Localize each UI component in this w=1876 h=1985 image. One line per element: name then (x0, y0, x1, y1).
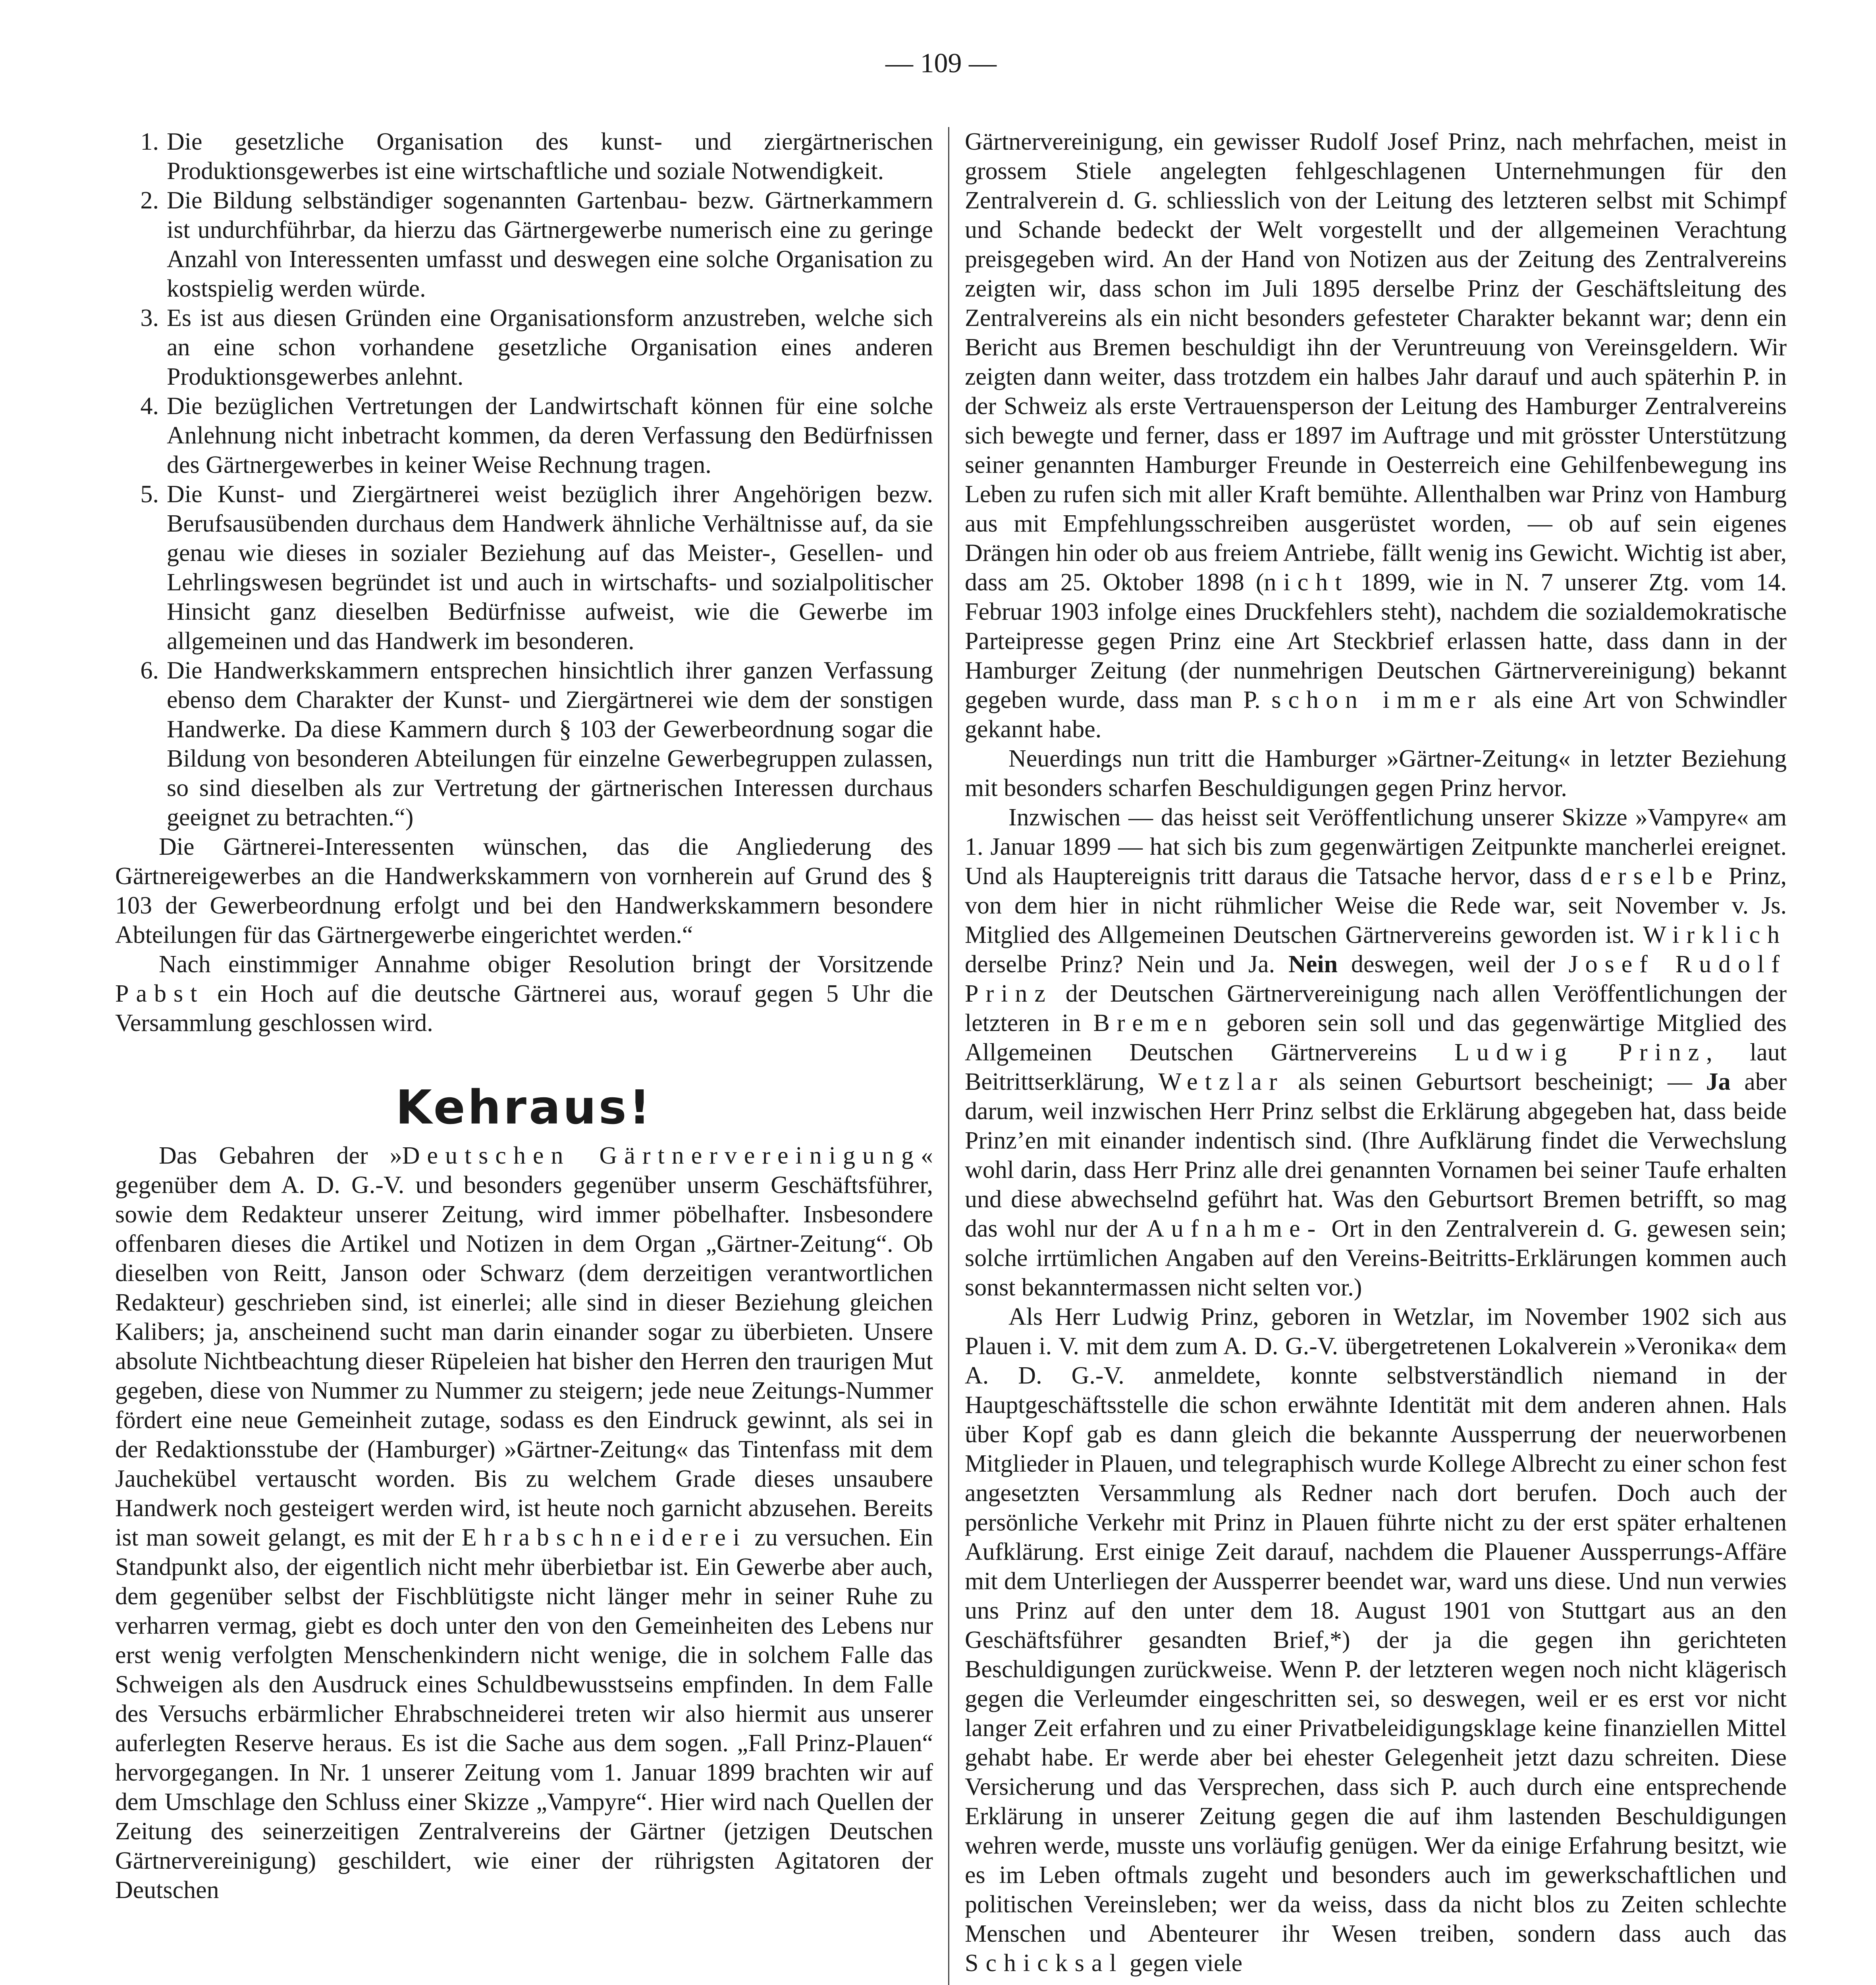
article-paragraph-continued: Gärtnervereinigung, ein gewisser Rudolf Josef Prinz, nach mehrfachen, meist in grossem Stiele angelegten fehlgeschlagenen Unternehmungen für den Zentralverein d. G. schliesslich von der Leitung des letzteren selbst mit Schimpf und Schande bedeckt der Welt vorgestellt und der allgemeinen Verachtung preisgegeben wird. An der Hand von Notizen aus der Zeitung des Zentralvereins zeigten wir, dass schon im Juli 1895 derselbe Prinz der Geschäftsleitung des Zentralvereins als ein nicht besonders gefesteter Charakter bekannt war; denn ein Bericht aus Bremen beschuldigt ihn der Veruntreuung von Vereinsgeldern. Wir zeigten dann weiter, dass trotzdem ein halbes Jahr darauf und auch späterhin P. in der Schweiz als erste Vertrauensperson der Leitung des Hamburger Zentralvereins sich bewegte und ferner, dass er 1897 im Auftrage und mit grösster Unterstützung seiner genannten Hamburger Freunde in Oesterreich eine Gehilfenbewegung ins Leben zu rufen sich mit aller Kraft bemühte. Allenthalben war Prinz von Hamburg aus mit Empfehlungsschreiben ausgerüstet worden, — ob auf sein eigenes Drängen hin oder ob aus freiem Antriebe, fällt wenig ins Gewicht. Wichtig ist aber, dass am 25. Oktober 1898 (nicht 1899, wie in N. 7 unserer Ztg. vom 14. Februar 1903 infolge eines Druckfehlers steht), nachdem die sozialdemokratische Parteipresse gegen Prinz eine Art Steckbrief erlassen hatte, dass dann in der Hamburger Zeitung (der nunmehrigen Deutschen Gärtnervereinigung) bekannt gegeben wurde, dass man P. schon immer als eine Art von Schwindler gekannt habe. (965, 128, 1787, 743)
spaced-word: Ehrabschneiderei (461, 1524, 747, 1551)
article-heading: Kehraus! (395, 1080, 653, 1135)
item-number: 5. (140, 481, 159, 508)
spaced-place: Wetzlar (1158, 1068, 1284, 1095)
item-number: 6. (140, 657, 159, 684)
item-text: Die Bildung selbständiger sogenannten Gartenbau- bezw. Gärtnerkammern ist undurchführbar, da hierzu das Gärtnergewerbe numerisch eine zu geringe Anzahl von Interessenten umfasst und deswegen eine solche Organisation zu kostspielig werden würde. (167, 187, 933, 302)
resolution-list (115, 127, 933, 832)
spaced-word: derselbe (1580, 863, 1720, 890)
item-number: 1. (140, 128, 159, 155)
article-paragraph: Als Herr Ludwig Prinz, geboren in Wetzlar, im November 1902 sich aus Plauen i. V. mit dem zum A. D. G.-V. übergetretenen Lokalverein »Veronika« dem A. D. G.-V. anmeldete, konnte selbstverständlich niemand in der Hauptgeschäftsstelle die schon erwähnte Identität mit dem anderen ahnen. Hals über Kopf gab es dann gleich die bekannte Aussperrung der neuerworbenen Mitglieder in Plauen, und telegraphisch wurde Kollege Albrecht zu einer schon fest angesetzten Versammlung als Redner nach dort berufen. Doch auch der persönliche Verkehr mit Prinz in Plauen führte nicht zu der erst später erhaltenen Aufklärung. Erst einige Zeit darauf, nachdem die Plauener Aussperrungs-Affäre mit dem Unterliegen der Aussperrer beendet war, ward uns diese. Und nun verwies uns Prinz auf den unter dem 18. August 1901 von Stuttgart aus an den Geschäftsführer gesandten Brief,*) der ja die gegen ihn gerichteten Beschuldigungen zurückweise. Wenn P. der letzteren wegen noch nicht klägerisch gegen die Verleumder eingeschritten sei, so deswegen, weil er es erst vor nicht langer Zeit erfahren und zu einer Privatbeleidigungsklage keine finanziellen Mittel gehabt habe. Er werde aber bei ehester Gelegenheit jetzt dazu schreiten. Diese Versicherung und das Versprechen, dass sich P. auch durch eine entsprechende Erklärung in unserer Zeitung gegen die auf ihm lastenden Beschuldigungen wehren werde, musste uns vorläufig genügen. Wer da einige Erfahrung besitzt, wie es im Leben oftmals zugeht und besonders auch im gewerkschaftlichen und politischen Vereinsleben; wer da weiss, dass da nicht blos zu Zeiten schlechte Menschen und Abenteurer ihr Wesen treiben, sondern dass auch das Schicksal gegen viele (965, 1303, 1787, 1977)
bold-word: Nein (1288, 951, 1338, 978)
resolution-item (115, 186, 933, 303)
spaced-place: Bremen (1093, 1010, 1214, 1037)
article-paragraph: Inzwischen — das heisst seit Veröffentlichung unserer Skizze »Vampyre« am 1. Januar 1899 — hat sich bis zum gegenwärtigen Zeitpunkte mancherlei ereignet. Und als Hauptereignis tritt daraus die Tatsache hervor, dass derselbe Prinz, von dem hier in nicht rühmlicher Weise die Rede war, seit November v. Js. Mitglied des Allgemeinen Deutschen Gärtnervereins geworden ist. Wirklich derselbe Prinz? Nein und Ja. Nein deswegen, weil der Josef Rudolf Prinz der Deutschen Gärtnervereinigung nach allen Veröffentlichungen der letzteren in Bremen geboren sein soll und das gegenwärtige Mitglied des Allgemeinen Deutschen Gärtnervereins Ludwig Prinz, laut Beitrittserklärung, Wetzlar als seinen Geburtsort bescheinigt; — Ja aber darum, weil inzwischen Herr Prinz selbst die Erklärung abgegeben hat, dass beide Prinz’en mit einander indentisch sind. (Ihre Aufklärung findet die Verwechslung wohl darin, dass Herr Prinz alle drei genannten Vornamen bei seiner Taufe erhalten und diese abwechselnd geführt hat. Was den Geburtsort Bremen betrifft, so mag das wohl nur der Aufnahme- Ort in den Zentralverein d. G. gewesen sein; solche irrtümlichen Angaben auf den Vereins-Beitritts-Erklärungen kommen auch sonst bekanntermassen nicht selten vor.) (965, 804, 1787, 1301)
spaced-name: Pabst (115, 980, 204, 1007)
bold-word: Ja (1706, 1068, 1731, 1095)
resolution-item (115, 391, 933, 480)
item-text: Die Kunst- und Ziergärtnerei weist bezüglich ihrer Angehörigen bezw. Berufsausübenden durchaus dem Handwerk ähnliche Verhältnisse auf, da sie genau wie dieses in sozialer Beziehung auf das Meister-, Gesellen- und Lehrlingswesen begründet ist und auch in wirtschafts- und sozialpolitischer Hinsicht ganz dieselben Bedürfnisse aufweist, wie die Gewerbe im allgemeinen und das Handwerk im besonderen. (167, 481, 933, 655)
paragraph-interests: Die Gärtnerei-Interessenten wünschen, das die Angliederung des Gärtnereigewerbes an die Handwerkskammern von vornherein auf Grund des § 103 der Gewerbeordnung erfolgt und bei den Handwerkskammern besondere Abteilungen für das Gärtnergewerbe eingerichtet werden.“ (115, 833, 933, 948)
item-text: Es ist aus diesen Gründen eine Organisationsform anzustreben, welche sich an eine schon vorhandene gesetzliche Organisation eines anderen Produktionsgewerbes anlehnt. (167, 304, 933, 390)
left-column (115, 127, 933, 1905)
column-divider (948, 127, 949, 1985)
spaced-word: Schicksal (965, 1950, 1124, 1977)
resolution-item (115, 127, 933, 186)
spaced-word: schon immer (1271, 686, 1483, 713)
item-number: 4. (140, 393, 159, 420)
spaced-word: Aufnahme- (1146, 1215, 1323, 1242)
item-text: Die gesetzliche Organisation des kunst- und ziergärtnerischen Produktionsgewerbes ist eine wirtschaftliche und soziale Notwendigkeit. (167, 128, 933, 185)
item-text: Die Handwerkskammern entsprechen hinsichtlich ihrer ganzen Verfassung ebenso dem Charakter der Kunst- und Ziergärtnerei wie dem der sonstigen Handwerke. Da diese Kammern durch § 103 der Gewerbeordnung sogar die Bildung von besonderen Abteilungen für einzelne Gewerbegruppen zulassen, so sind dieselben als zur Vertretung der gärtnerischen Interessen durchaus geeignet zu betrachten.“) (167, 657, 933, 831)
article-paragraph: Neuerdings nun tritt die Hamburger »Gärtner-Zeitung« in letzter Beziehung mit besonders scharfen Beschuldigungen gegen Prinz hervor. (965, 745, 1787, 802)
resolution-item (115, 480, 933, 656)
resolution-item (115, 303, 933, 391)
spaced-org-name: Deutschen Gärtnervereinigung (402, 1142, 921, 1169)
item-number: 3. (140, 304, 159, 331)
item-number: 2. (140, 187, 159, 214)
spaced-name: Ludwig Prinz (1454, 1039, 1706, 1066)
page-number: — 109 — (885, 48, 997, 79)
right-column (965, 127, 1787, 1985)
paragraph-closing: Nach einstimmiger Annahme obiger Resolution bringt der Vorsitzende Pabst ein Hoch auf die deutsche Gärtnerei aus, worauf gegen 5 Uhr die Versammlung geschlossen wird. (115, 951, 933, 1037)
resolution-item (115, 656, 933, 832)
spaced-name: Josef Rudolf Prinz (965, 951, 1787, 1007)
article-paragraph: Das Gebahren der »Deutschen Gärtnervereinigung« gegenüber dem A. D. G.-V. und besonders gegenüber unserm Geschäftsführer, sowie dem Redakteur unserer Zeitung, wird immer pöbelhafter. Insbesondere offenbaren dieses die Artikel und Notizen in dem Organ „Gärtner-Zeitung“. Ob dieselben von Reitt, Janson oder Schwarz (dem derzeitigen verantwortlichen Redakteur) geschrieben sind, ist einerlei; alle sind in dieser Beziehung gleichen Kalibers; ja, anscheinend sucht man darin einander sogar zu überbieten. Unsere absolute Nichtbeachtung dieser Rüpeleien hat bisher den Herren den traurigen Mut gegeben, diese von Nummer zu Nummer zu steigern; jede neue Zeitungs-Nummer fördert eine neue Gemeinheit zutage, sodass es den Eindruck gewinnt, als sei in der Redaktionsstube der (Hamburger) »Gärtner-Zeitung« das Tintenfass mit dem Jauchekübel vertauscht worden. Bis zu welchem Grade dieses unsaubere Handwerk noch gesteigert werden wird, ist heute noch garnicht abzusehen. Bereits ist man soweit gelangt, es mit der Ehrabschneiderei zu versuchen. Ein Standpunkt also, der eigentlich nicht mehr überbietbar ist. Ein Gewerbe aber auch, dem gegenüber selbst der Fischblütigste nicht länger mehr in seiner Ruhe zu verharren vermag, giebt es doch unter den von den Gemeinheiten des Lebens nur erst wenig verfolgten Menschenkindern nicht wenige, die in solchem Falle das Schweigen als den Ausdruck eines Schuldbewusstseins empfinden. In dem Falle des Versuchs erbärmlicher Ehrabschneiderei treten wir also hiermit aus unserer auferlegten Reserve heraus. Es ist die Sache aus dem sogen. „Fall Prinz-Plauen“ hervorgegangen. In Nr. 1 unserer Zeitung vom 1. Januar 1899 brachten wir auf dem Umschlage den Schluss einer Skizze „Vampyre“. Hier wird nach Quellen der Zeitung des seinerzeitigen Zentralvereins der Gärtner (jetzigen Deutschen Gärtnervereinigung) geschildert, wie einer der rührigsten Agitatoren der Deutschen (115, 1142, 933, 1904)
spaced-word: nicht (1264, 569, 1349, 596)
spaced-word: Wirklich (1643, 921, 1787, 948)
item-text: Die bezüglichen Vertretungen der Landwirtschaft können für eine solche Anlehnung nicht inbetracht kommen, da deren Verfassung den Bedürfnissen des Gärtnergewerbes in keiner Weise Rechnung tragen. (167, 393, 933, 478)
